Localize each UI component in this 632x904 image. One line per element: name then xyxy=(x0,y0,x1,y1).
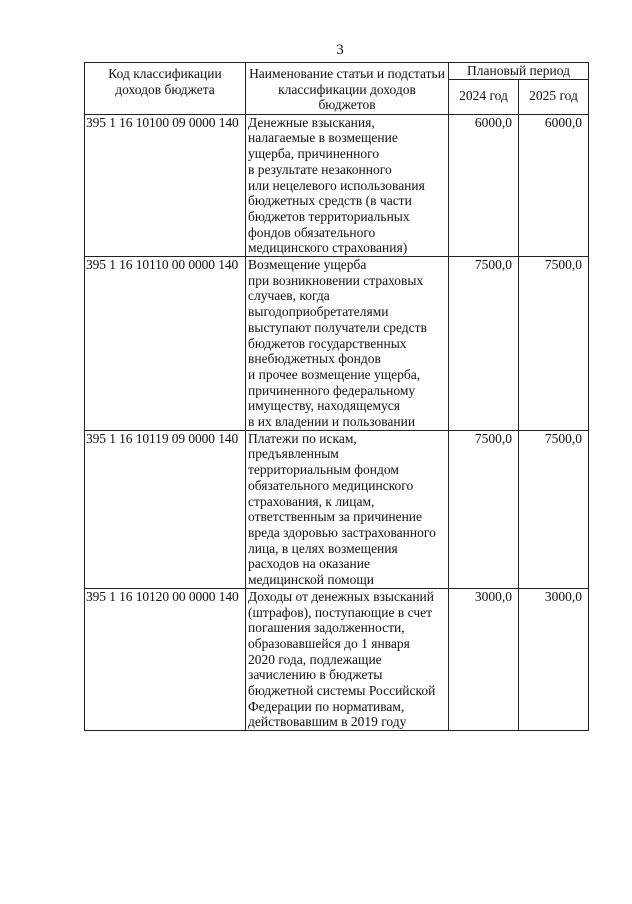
article-name-line: действовавшим в 2019 году xyxy=(248,714,407,730)
table-header-row xyxy=(85,63,589,80)
amount-2025: 7500,0 xyxy=(519,430,589,588)
article-name-line: вреда здоровью застрахованного xyxy=(248,524,436,540)
article-name-line: 2020 года, подлежащие xyxy=(248,651,382,667)
article-name-line: внебюджетных фондов xyxy=(248,351,381,367)
article-name-line: в результате незаконного xyxy=(248,161,392,177)
article-name-line: выгодоприобретателями xyxy=(248,304,389,320)
page-number: 3 xyxy=(336,42,344,58)
amount-2025: 3000,0 xyxy=(519,588,589,730)
article-name-line: бюджетов государственных xyxy=(248,335,407,351)
article-name-line: образовавшейся до 1 января xyxy=(248,635,410,651)
table-body xyxy=(85,114,589,730)
amount-2025: 7500,0 xyxy=(519,257,589,431)
amount-2024: 7500,0 xyxy=(449,430,519,588)
article-name-line: бюджетов территориальных xyxy=(248,208,410,224)
amount-2024: 7500,0 xyxy=(449,257,519,431)
article-name-line: расходов на оказание xyxy=(248,556,370,572)
article-name-line: выступают получатели средств xyxy=(248,319,427,335)
article-name-line: Федерации по нормативам, xyxy=(248,698,405,714)
article-name-line: предъявленным xyxy=(248,446,339,462)
table-row xyxy=(85,588,589,730)
table-row xyxy=(85,114,589,256)
classification-code: 395 1 16 10100 09 0000 140 xyxy=(85,114,246,256)
article-name-line: Денежные взыскания, xyxy=(248,114,375,130)
article-name-line: причиненного федеральному xyxy=(248,382,416,398)
article-name-line: страхования, к лицам, xyxy=(248,493,375,509)
table-row xyxy=(85,257,589,431)
article-name xyxy=(246,114,449,256)
article-name-line: зачислению в бюджеты xyxy=(248,667,383,683)
article-name xyxy=(246,430,449,588)
article-name-line: фондов обязательного xyxy=(248,224,376,240)
article-name-line: имуществу, находящемуся xyxy=(248,398,400,414)
article-name-line: медицинского страхования) xyxy=(248,240,408,256)
article-name-line: или нецелевого использования xyxy=(248,177,425,193)
header-name: Наименование статьи и подстатьи классификации доходов бюджетов xyxy=(246,63,449,115)
article-name-line: лица, в целях возмещения xyxy=(248,540,398,556)
classification-code: 395 1 16 10119 09 0000 140 xyxy=(85,430,246,588)
article-name-line: Возмещение ущерба xyxy=(248,257,367,273)
article-name xyxy=(246,588,449,730)
article-name-line: медицинской помощи xyxy=(248,572,374,588)
article-name-line: в их владении и пользовании xyxy=(248,414,416,430)
header-year-2025: 2025 год xyxy=(519,79,589,114)
article-name-line: обязательного медицинского xyxy=(248,477,414,493)
article-name-line: случаев, когда xyxy=(248,288,330,304)
table-row xyxy=(85,430,589,588)
classification-code: 395 1 16 10120 00 0000 140 xyxy=(85,588,246,730)
header-year-2024: 2024 год xyxy=(449,79,519,114)
article-name-line: бюджетных средств (в части xyxy=(248,193,412,209)
article-name-line: ответственным за причинение xyxy=(248,509,423,525)
revenue-table xyxy=(84,62,589,731)
header-planned-period: Плановый период xyxy=(449,63,589,80)
article-name-line: территориальным фондом xyxy=(248,462,399,478)
header-code: Код классификации доходов бюджета xyxy=(85,63,246,115)
article-name-line: Доходы от денежных взысканий xyxy=(248,588,434,604)
article-name-line: при возникновении страховых xyxy=(248,272,424,288)
classification-code: 395 1 16 10110 00 0000 140 xyxy=(85,257,246,431)
amount-2024: 6000,0 xyxy=(449,114,519,256)
article-name-line: ущерба, причиненного xyxy=(248,146,380,162)
article-name-line: и прочее возмещение ущерба, xyxy=(248,366,421,382)
article-name-line: налагаемые в возмещение xyxy=(248,130,398,146)
amount-2025: 6000,0 xyxy=(519,114,589,256)
article-name-line: (штрафов), поступающие в счет xyxy=(248,604,433,620)
article-name-line: Платежи по искам, xyxy=(248,430,357,446)
article-name-line: погашения задолженности, xyxy=(248,620,405,636)
article-name-line: бюджетной системы Российской xyxy=(248,683,436,699)
amount-2024: 3000,0 xyxy=(449,588,519,730)
article-name xyxy=(246,257,449,431)
